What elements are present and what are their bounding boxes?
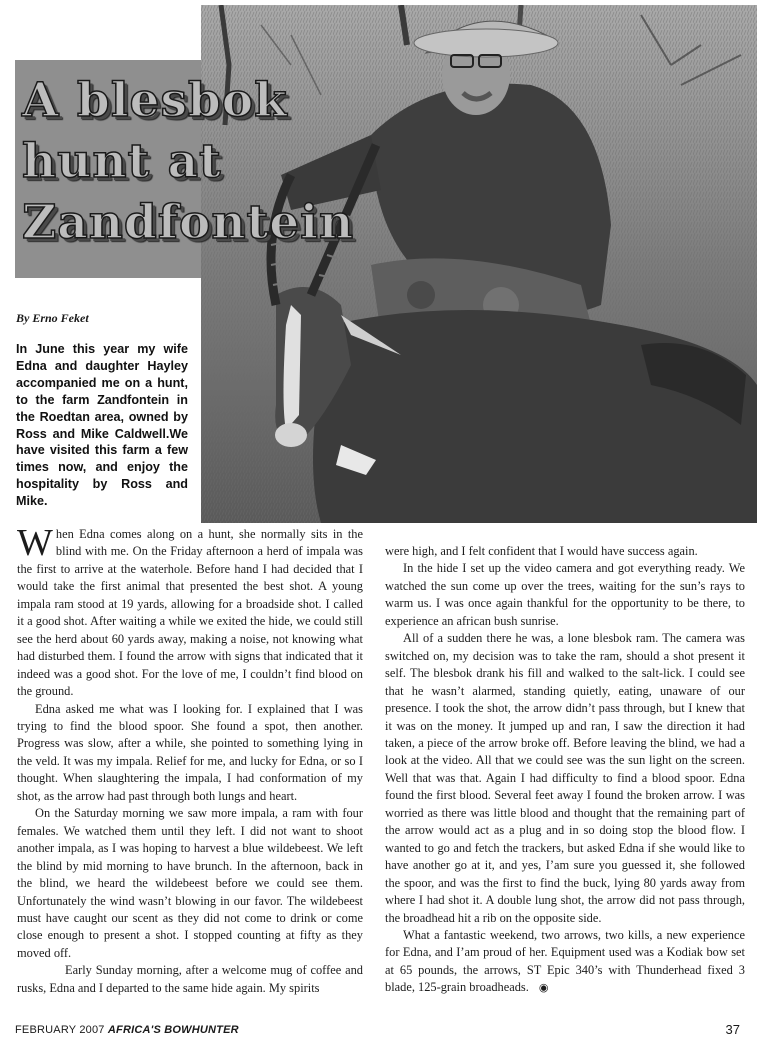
- article-column-1: [17, 522, 363, 997]
- title-line: A blesbok: [22, 73, 288, 128]
- body-paragraph: [17, 522, 363, 701]
- article-title: [22, 70, 462, 253]
- paragraph-text: What a fantastic weekend, two arrows, two kills, a new experience for Edna, and I’am proud of her. Equipment used was a Kodiak bow set at 65 pounds, the arrows, ST Epic 340’s with Thunderhead fixed 3 blade, 125-grain broadheads.: [385, 927, 745, 995]
- paragraph-text: hen Edna comes along on a hunt, she normally sits in the blind with me. On the Friday afternoon a herd of impala was the first to arrive at the waterhole. Before hand I had decided that I would take the first animal that presented the best shot. A young impala ram stood at 19 yards, allowing for a broadside shot. I called it a good shot. After waiting a while we exited the hide, we could still see the herd about 60 yards away, making a noise, not knowing what had disturbed them. I found the arrow with signs that indicated that it indeed was a good shot. For the love of me, I couldn’t find blood on the ground.: [17, 527, 363, 699]
- page-number: 37: [725, 1022, 740, 1037]
- issue-date: FEBRUARY 2007: [15, 1024, 105, 1036]
- magazine-name: AFRICA'S BOWHUNTER: [107, 1024, 239, 1036]
- page-footer: [15, 1024, 239, 1036]
- body-paragraph: In the hide I set up the video camera and got everything ready. We watched the sun come up over the trees, waiting for the sun’s rays to warm us. I was once again thankful for the opportunity to be there, to experience an african bush sunrise.: [385, 561, 745, 628]
- article-column-2: [385, 543, 745, 998]
- body-paragraph: Early Sunday morning, after a welcome mug of coffee and rusks, Edna and I departed to the same hide again. My spirits: [17, 963, 363, 995]
- body-paragraph: All of a sudden there he was, a lone blesbok ram. The camera was switched on, my decision was to take the ram, should a shot present it self. The blesbok drank his fill and walked to the salt-lick. I could see that he wasn’t alarmed, standing quietly, eating, unaware of our presence. I took the shot, the arrow didn’t pass through, but I knew that it was on the money. It jumped up and ran, I saw the direction it had taken, a piece of the arrow broke off. Before leaving the blind, we had a look at the video. All that we could see was the sun light on the screen. Well that was that. Again I had difficulty to find a blood spoor. Edna found the first blood. Several feet away I found the broken arrow. I was worried as there was little blood and thought that the remaining part of the arrow would act as a plug and in so doing stop the blood flow. I wanted to go and fetch the trackers, but asked Edna if she would like to have another go at it, and yes, I’am sure you guessed it, she followed the spoor, and was the first to find the buck, lying 80 yards away from where I had shot it. A double lung shot, the arrow did not pass through, the broadhead hit a rib on the opposite side.: [385, 631, 745, 925]
- end-mark-icon: ◉: [538, 982, 549, 995]
- drop-cap: W: [17, 522, 53, 564]
- body-paragraph: [385, 927, 745, 998]
- byline: By Erno Feket: [16, 311, 89, 325]
- body-paragraph: were high, and I felt confident that I would have success again.: [385, 544, 698, 558]
- body-paragraph: On the Saturday morning we saw more impala, a ram with four females. We watched them until they left. I did not want to shoot another impala, as I was hoping to harvest a blue wildebeest. We left the blind by mid morning to have brunch. In the afternoon, back in the blind, we heard the wildebeest before we could see them. Unfortunately the wind wasn’t blowing in our favor. The wildebeest must have caught our scent as they did not come to drink or come close enough to present a shot. I stopped counting at fifty as they moved off.: [17, 806, 363, 960]
- title-line: hunt at: [22, 134, 222, 189]
- intro-paragraph: In June this year my wife Edna and daughter Hayley accompanied me on a hunt, to the farm Zandfontein in the Roedtan area, owned by Ross and Mike Caldwell.We have visited this farm a few times now, and enjoy the hospitality by Ross and Mike.: [16, 342, 188, 509]
- body-paragraph: Edna asked me what was I looking for. I explained that I was trying to find the blood spoor. She found a spot, then another. Progress was slow, after a while, she pointed to something lying in the veld. It was my impala. Relief for me, and lucky for Edna, or so I thought. When slaughtering the impala, I had conformation of my shot, as the arrow had past through both lungs and heart.: [17, 701, 363, 803]
- title-line: Zandfontein: [22, 195, 355, 250]
